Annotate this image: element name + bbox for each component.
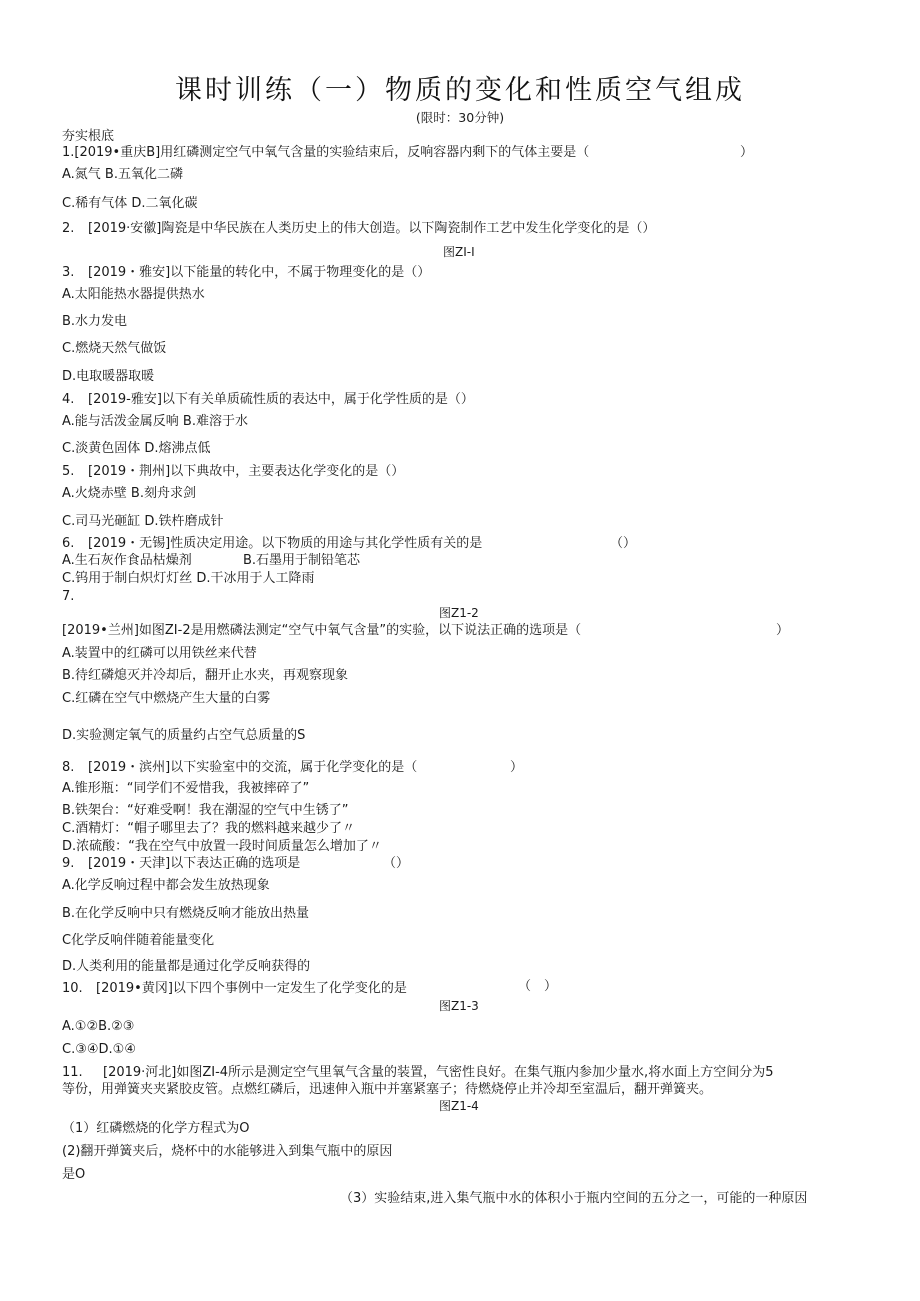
q9-number: 9.: [62, 856, 75, 871]
figure-caption-z1-2: 图Z1-2: [439, 606, 479, 620]
q5-number: 5.: [62, 464, 75, 479]
q9-option-b: B.在化学反响中只有燃烧反响才能放出热量: [62, 906, 310, 921]
q9-option-a: A.化学反响过程中都会发生放热现象: [62, 878, 270, 893]
q6-option-b: B.石墨用于制铅笔芯: [243, 553, 361, 568]
q6-options-cd: C.钨用于制白炽灯灯丝 D.干冰用于人工降雨: [62, 571, 315, 586]
section-heading: 夯实根底: [62, 129, 115, 144]
q10-options-ab: A.①②B.②③: [62, 1019, 135, 1034]
q1-options-ab: A.氮气 B.五氧化二磷: [62, 167, 183, 182]
q11-sub2: (2)翻开弹簧夹后，烧杯中的水能够进入到集气瓶中的原因: [62, 1144, 393, 1159]
page-title: 课时训练（一）物质的变化和性质空气组成: [175, 75, 745, 106]
q10-number: 10.: [62, 981, 83, 996]
q3-number: 3.: [62, 265, 75, 280]
q3-option-d: D.电取暖器取暖: [62, 369, 155, 384]
q1-paren-close: ）: [740, 145, 754, 160]
q5-options-cd: C.司马光砸缸 D.铁杵磨成针: [62, 514, 224, 529]
q6-option-a: A.生石灰作食品枯燥剂: [62, 553, 192, 568]
q11-stem-continued: 等份，用弹簧夹夹紧胶皮管。点燃红磷后，迅速伸入瓶中并塞紧塞子；待燃烧停止并冷却至室温后，翻开弹簧夹。: [62, 1082, 713, 1097]
q2-number: 2.: [62, 221, 75, 236]
q3-option-a: A.太阳能热水器提供热水: [62, 287, 205, 302]
q6-answer-paren: （）: [610, 536, 637, 551]
q11-sub3: （3）实验结束,进入集气瓶中水的体积小于瓶内空间的五分之一，可能的一种原因: [340, 1191, 808, 1206]
figure-caption-z1-1: 图ZI-I: [443, 245, 475, 259]
q3-stem: [2019・雅安]以下能量的转化中，不属于物理变化的是（）: [88, 265, 431, 280]
q7-paren-close: ）: [776, 623, 790, 638]
q1-stem: 1.[2019•重庆B]用红磷测定空气中氧气含量的实验结束后，反响容器内剩下的气体主要是（: [62, 145, 590, 160]
q10-options-cd: C.③④D.①④: [62, 1042, 136, 1057]
q2-stem: [2019·安徽]陶瓷是中华民族在人类历史上的伟大创造。以下陶瓷制作工艺中发生化学变化的是（）: [88, 221, 656, 236]
q11-stem: [2019·河北]如图ZI-4所示是测定空气里氧气含量的装置，气密性良好。在集气瓶内参加少量水,将水面上方空间分为5: [103, 1065, 774, 1080]
q6-number: 6.: [62, 536, 75, 551]
q10-answer-paren: （ ）: [518, 979, 558, 994]
q4-options-cd: C.淡黄色固体 D.熔沸点低: [62, 441, 211, 456]
q6-stem: [2019・无锡]性质决定用途。以下物质的用途与其化学性质有关的是: [88, 536, 483, 551]
q4-stem: [2019-雅安]以下有关单质硫性质的表达中，属于化学性质的是（）: [88, 392, 474, 407]
q5-stem: [2019・荆州]以下典故中，主要表达化学变化的是（）: [88, 464, 405, 479]
q4-options-ab: A.能与活泼金属反响 B.难溶于水: [62, 414, 248, 429]
q7-number: 7.: [62, 589, 75, 604]
figure-caption-z1-3: 图Z1-3: [439, 999, 479, 1013]
q11-sub2-answer: 是O: [62, 1167, 86, 1182]
q11-sub1: （1）红磷燃烧的化学方程式为O: [62, 1121, 250, 1136]
q8-option-d: D.浓硫酸：“我在空气中放置一段时间质量怎么增加了〃: [62, 839, 382, 854]
q3-option-b: B.水力发电: [62, 314, 128, 329]
q8-option-a: A.锥形瓶：“同学们不爱惜我，我被摔碎了”: [62, 781, 310, 796]
q8-option-c: C.酒精灯：“帽子哪里去了？我的燃料越来越少了〃: [62, 821, 355, 836]
time-limit: (限时：30分钟): [415, 110, 505, 125]
q7-stem: [2019•兰州]如图ZI-2是用燃磷法测定“空气中氧气含量”的实验，以下说法正确的选项是（: [62, 623, 582, 638]
q11-number: 11.: [62, 1065, 83, 1080]
figure-caption-z1-4: 图Z1-4: [439, 1099, 479, 1113]
q7-option-c: C.红磷在空气中燃烧产生大量的白雾: [62, 691, 271, 706]
q8-number: 8.: [62, 760, 75, 775]
q7-option-d: D.实验测定氧气的质量约占空气总质量的S: [62, 728, 306, 743]
q8-paren-close: ）: [510, 760, 524, 775]
q7-option-b: B.待红磷熄灭并冷却后，翻开止水夹，再观察现象: [62, 668, 349, 683]
q9-option-c: C化学反响伴随着能量变化: [62, 933, 215, 948]
q1-options-cd: C.稀有气体 D.二氧化碳: [62, 196, 198, 211]
q9-stem: [2019・天津]以下表达正确的选项是: [88, 856, 301, 871]
q3-option-c: C.燃烧天然气做饭: [62, 341, 167, 356]
q7-option-a: A.装置中的红磷可以用铁丝来代替: [62, 646, 257, 661]
q9-answer-paren: （）: [383, 856, 410, 871]
q8-option-b: B.铁架台：“好难受啊！我在潮湿的空气中生锈了”: [62, 803, 349, 818]
q5-options-ab: A.火烧赤壁 B.刻舟求剑: [62, 486, 196, 501]
q8-stem: [2019・滨州]以下实验室中的交流，属于化学变化的是（: [88, 760, 418, 775]
q9-option-d: D.人类利用的能量都是通过化学反响获得的: [62, 959, 311, 974]
q4-number: 4.: [62, 392, 75, 407]
q10-stem: [2019•黄冈]以下四个事例中一定发生了化学变化的是: [96, 981, 407, 996]
